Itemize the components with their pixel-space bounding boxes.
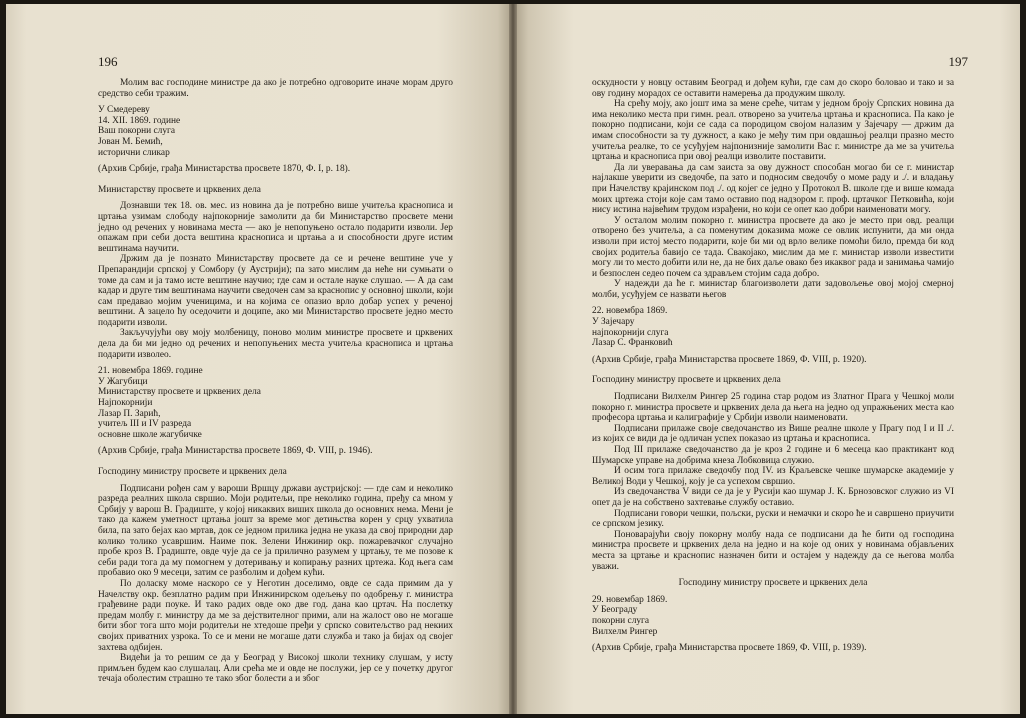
letter2-header: Министарству просвете и црквених дела — [98, 184, 261, 195]
letter4-signature-line2: Вилхелм Рингер — [592, 626, 658, 637]
letter4-place: У Београду — [592, 605, 638, 616]
book-spread — [6, 4, 1020, 714]
page-number-left: 196 — [98, 54, 118, 69]
letter1-signature-line1: Ваш покорни слуга — [98, 126, 176, 137]
letter2-signature-line4: учитељ III и IV разреда — [98, 419, 192, 430]
letter3-header: Господину министру просвете и црквених дела — [98, 467, 287, 477]
letter2-signature-line1: Министарству просвете и црквених дела — [98, 387, 261, 398]
letter4-source: (Архив Србије, грађа Министарства просвете 1869, Ф. VIII, р. 1939). — [592, 643, 867, 654]
letter2-paragraph2: Држим да је познато Министарству просвете да се и речене вештине уче у Препарандији српској у Сомбору (у Аустрији); па зато мислим да неће ни сумњати о томе да сам и ја тамо исте вештине научио; где сам и остале науке слушао. — А да сам кадар и друге тим вештинама научити сведочен сам за краснопис у основној школи, који сам предавао мојим ученицима, и на којима се опазио врло добар успех у реченој вештини. А зацело ћу оседочити и доципе, ако ми Министарство просвете једно место подарити изволи. — [98, 254, 453, 328]
letter1-place: У Смедереву — [98, 105, 150, 116]
letter4-paragraph5: Из сведочанства V види се да је у Русији као шумар J. К. Брнозовског служио из VI опет да је на собствено захтевање службу оставио. — [592, 487, 954, 508]
letter4-paragraph1: Подписани Вилхелм Рингер 25 година стар родом из Златног Прага у Чешкој моли покорно г. министра просвете и црквених дела да њега на једно од упражњених места као професора цртања и калиграфије у Србији изволи наименовати. — [592, 392, 954, 424]
letter4-paragraph4: И осим тога прилаже сведочбу под IV. из Краљевске чешке шумарске академије у Великој Води у Чешкој, коју је са успехом свршио. — [592, 466, 954, 487]
page-number-right: 197 — [948, 54, 968, 69]
letter2-place: У Жагубици — [98, 376, 148, 387]
letter3-paragraph3: Видећи ја то решим се да у Београд у Високој школи технику слушам, у исту примљен будем као слушалац. Али срећа ме и овде не послужи, јер се у почетку другог течаја оболестим страшно те тако због болести а и због — [98, 653, 453, 685]
letter3-paragraph5: Да ли уверавања да сам заиста за ову дужност способан могао би се г. министар најлакше уверити из сведочбе, па зато и подносим сведочбу о моме раду и ./. и владању при Начелству крајинском под ./. од којег се једно у Протокол В. школе где и више комада моих цртежа стоји које сам тамо оставио под надзором г. проф. цртачког Петковића, који нису истина највећим трудом израђени, но који се опет као добри наименовати могу. — [592, 162, 954, 216]
letter4-header: Господину министру просвете и црквених дела — [592, 375, 781, 386]
letter1-date: 14. XII. 1869. године — [98, 115, 181, 126]
letter4-paragraph6: Подписани говори чешки, пољски, руски и немачки и скоро ће и савршено приучити се српском језику. — [592, 508, 954, 530]
letter2-paragraph1: Дознавши тек 18. ов. мес. из новина да је потребно више учитеља краснописа и цртања узимам слободу најпокорније замолити да би Министарство просвете мени једно од речених у новинама места — ако је непопуњено остало подарити изволи. Јер опажам при себи доста вештина краснописа и цртања а и способности друге истим вештинама научити. — [98, 201, 453, 254]
letter4-paragraph2: Подписани прилаже своје сведочанство из Више реалне школе у Прагу под I и II ./. из којих се види да је одличан успех показао из цртања и краснописа. — [592, 423, 954, 445]
letter4-date: 29. новембар 1869. — [592, 594, 668, 605]
letter3-paragraph4: На срећу моју, ако јошт има за мене среће, читам у једном броју Српских новина да има неколико места при гимн. реал. отворено за учитеља цртања и краснописа. Па како је покорно подписани, који се сада са породицом својом налазим у Зајечару — држим да имам способности за ту дужност, а како је међу тим при овдашњој реалци празно место учитеља реалке, то се усуђујем најпонизније замолити Вас г. министре да ме за учитеља цртања и краснописа при овој реалци изволите поставити. — [592, 99, 954, 163]
letter3-signature-line2: Лазар С. Франковић — [592, 338, 673, 349]
left-page-text — [98, 78, 453, 685]
right-page-text — [592, 78, 954, 654]
letter2-signature-line3: Лазар П. Зарић, — [98, 408, 161, 419]
letter4-signature-line1: покорни слуга — [592, 615, 650, 626]
letter2-signature-line2: Најпокорнији — [98, 398, 153, 409]
letter4-paragraph3: Под III прилаже сведочанство да је кроз 2 године и 6 месеца као практикант код Шумарске управе на добрима кнеза Лобковица служио. — [592, 445, 954, 466]
letter1-signature-line2: Јован М. Бемић, — [98, 136, 163, 147]
letter3-date: 22. новембра 1869. — [592, 306, 668, 317]
right-page — [513, 4, 1020, 714]
letter1-body: Молим вас господине министре да ако је потребно одговорите иначе морам друго средство себи тражим. — [98, 78, 453, 99]
left-page — [6, 4, 513, 714]
book-gutter — [509, 4, 517, 714]
letter2-source: (Архив Србије, грађа Министарства просвете 1869, Ф. VIII, р. 1946). — [98, 446, 373, 457]
letter1-source: (Архив Србије, грађа Министарства просвете 1870, Ф. I, р. 18). — [98, 164, 351, 175]
letter4-address: Господину министру просвете и црквених дела — [678, 578, 868, 589]
letter3-continuation: оскудности у новцу оставим Београд и дођем кући, где сам до скоро боловао и тако и за ову годину морадох се оставити намерења да продужим школу. — [592, 78, 954, 99]
letter3-paragraph1: Подписани рођен сам у вароши Вршцу држави аустријској: — где сам и неколико разреда реалних школа свршио. Моји родитељи, пре неколико година, пређу са мном у Србију у варош В. Градиште, у којој никаквих виших школа до основних нема. Мени је тако да кажем уметност цртања јошт за време мог детињства корен у срцу ухватила била, па зато бејах као мртав, док се једном прилика једна не указа да свој природни дар колико толико усавршим. Наиме пок. Зелени Инжинир окр. пожаревачког случајно пробе кроз В. Градиште, овде чује да се ја прилично разумем у цртању, те ме позове к себи ради тога да му помогнем у дотеривању и копирању разних цртежа. Код њега сам пробавио око 9 месеци, затим се разболим и дођем кући. — [98, 483, 453, 579]
letter2-signature-line5: основне школе жагубичке — [98, 429, 202, 440]
letter3-paragraph7: У надежди да ће г. министар благоизволети дати задовољење овој мојој смерној молби, усуђујем се назвати његов — [592, 279, 954, 300]
letter3-paragraph2: По доласку моме наскоро се у Неготин доселимо, овде се сада примим да у Начелству окр. безплатно радим при Инжинирском одељењу по одобрењу г. министра грађевине ради поуке. И тако радих овде око две год. дана као цртач. На послетку предам молбу г. министру да ме за дејствителног прими, али на жалост ово не могаше бити због тога што моји родитељи не хтедоше пређи у српско совитељство рад некиих својих приватних узрока. То се и мени не могаше дати служба и тако ја бијах од својег захтева одбијен. — [98, 578, 453, 653]
letter3-paragraph6: У осталом молим покорно г. министра просвете да ако је место при овд. реалци отворено без учитеља, а са поменутим доказима може се овлик испунити, да ми онда изволи при истој место подарити, које би ми од врло велике помоћи било, премда би код својих родитеља бавијо се тада. Свакојако, мислим да ме г. министар изволи известити могу ли то место добити или не, да не бих даље овако без икаквог рада и занимања чамијо и безпослен седео почем са здрављем стојим сада добро. — [592, 215, 954, 279]
letter2-date: 21. новембра 1869. године — [98, 366, 203, 377]
letter3-source: (Архив Србије, грађа Министарства просвете 1869, Ф. VIII, р. 1920). — [592, 354, 867, 365]
letter3-signature-line1: најпокорнији слуга — [592, 327, 669, 338]
letter3-place: У Зајечару — [592, 317, 635, 328]
letter4-paragraph7: Поновараjући своју покорну молбу нада се подписани да ће бити од господина министра просвете и црквених дела на једно и на које од оних у новинама објављених места за цртање и краснопис назначен бити и остајем у надежду да се његова молба уважи. — [592, 529, 954, 572]
letter1-signature-line3: исторични сликар — [98, 147, 170, 158]
letter2-paragraph3: Закључујући ову моју молбеницу, поново молим министре просвете и црквених дела да би ми једно од речених и непопуњених места учитеља краснописа и цртања подарити изволео. — [98, 328, 453, 360]
